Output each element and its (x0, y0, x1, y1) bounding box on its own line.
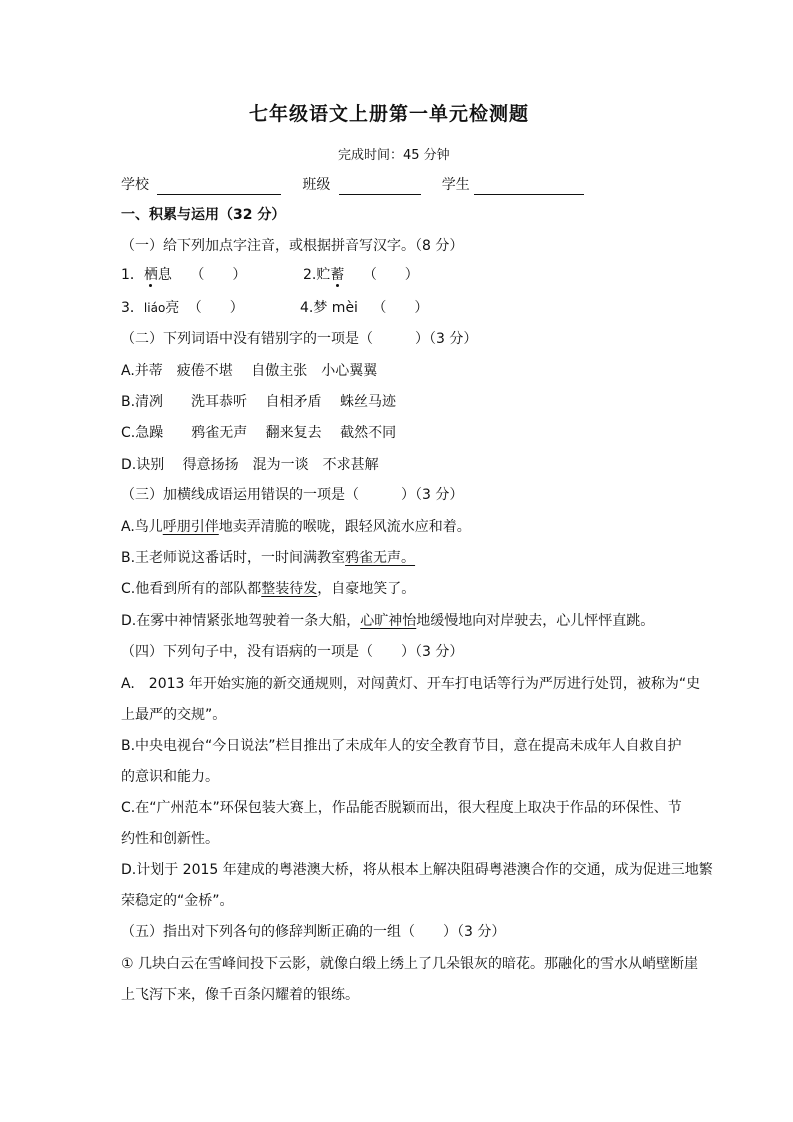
q4-option-c-line2: 约性和创新性。 (121, 831, 219, 847)
q1-item1: 1．栖息 （ ） (121, 267, 247, 283)
info-fields (121, 175, 588, 195)
q5-sentence1-line2: 上飞泻下来，像千百条闪耀着的银练。 (121, 987, 359, 1003)
q4-option-d-line2: 荣稳定的“金桥”。 (121, 893, 234, 909)
q4-option-d-line1: D.计划于 2015 年建成的粤港澳大桥，将从根本上解决阻碍粤港澳合作的交通，成为促进三地繁 (121, 862, 713, 878)
class-label: 班级 (302, 177, 331, 193)
q5-sentence1-line1: ① 几块白云在雪峰间投下云影，就像白缎上绣上了几朵银灰的暗花。那融化的雪水从峭壁断崖 (121, 956, 698, 972)
q1-item4: 4.梦 mèi （ ） (300, 300, 429, 316)
q4-option-a-line1: A. 2013 年开始实施的新交通规则，对闯黄灯、开车打电话等行为严厉进行处罚，被称为“史 (121, 676, 701, 692)
class-blank[interactable] (339, 178, 421, 195)
student-blank[interactable] (474, 178, 584, 195)
q3-option-d: D.在雾中神情紧张地驾驶着一条大船，心旷神怡地缓慢地向对岸驶去，心儿怦怦直跳。 (121, 613, 655, 629)
page-title: 七年级语文上册第一单元检测题 (249, 103, 530, 125)
answer-paren[interactable]: （ ） (362, 267, 419, 283)
school-label: 学校 (121, 177, 149, 193)
q4-option-b-line1: B.中央电视台“今日说法”栏目推出了未成年人的安全教育节目，意在提高未成年人自救自护 (121, 738, 682, 754)
q1-item2: 2.贮蓄 （ ） (303, 267, 419, 283)
q2-prompt: （二）下列词语中没有错别字的一项是（ ）（3 分） (121, 331, 478, 347)
q4-prompt: （四）下列句子中，没有语病的一项是（ ）（3 分） (121, 644, 464, 660)
q4-option-b-line2: 的意识和能力。 (121, 769, 219, 785)
q3-prompt: （三）加横线成语运用错误的一项是（ ）（3 分） (121, 487, 464, 503)
q1-prompt: （一）给下列加点字注音，或根据拼音写汉字。（8 分） (121, 238, 464, 254)
answer-paren[interactable]: （ ） (372, 300, 429, 316)
q2-option-a: A.并蒂 疲倦不堪 自傲主张 小心翼翼 (121, 363, 378, 379)
q3-option-a: A.鸟儿呼朋引伴地卖弄清脆的喉咙，跟轻风流水应和着。 (121, 519, 471, 535)
completion-time: 完成时间：45 分钟 (338, 148, 450, 163)
q1-item3: 3．liáo亮 （ ） (121, 300, 244, 316)
q5-prompt: （五）指出对下列各句的修辞判断正确的一组（ ）（3 分） (121, 924, 506, 940)
q2-option-d: D.诀别 得意扬扬 混为一谈 不求甚解 (121, 457, 379, 473)
answer-paren[interactable]: （ ） (190, 267, 247, 283)
q4-option-c-line1: C.在“广州范本”环保包装大赛上，作品能否脱颖而出，很大程度上取决于作品的环保性、节 (121, 800, 682, 816)
answer-paren[interactable]: （ ） (187, 300, 244, 316)
student-label: 学生 (441, 177, 470, 193)
q4-option-a-line2: 上最严的交规”。 (121, 707, 227, 723)
q3-option-b: B.王老师说这番话时，一时间满教室鸦雀无声。 (121, 550, 416, 566)
school-blank[interactable] (157, 178, 281, 195)
q3-option-c: C.他看到所有的部队都整装待发，自豪地笑了。 (121, 581, 416, 597)
section-heading: 一、积累与运用（32 分） (121, 207, 286, 223)
q2-option-b: B.清冽 洗耳恭听 自相矛盾 蛛丝马迹 (121, 394, 396, 410)
q2-option-c: C.急躁 鸦雀无声 翻来复去 截然不同 (121, 425, 397, 441)
